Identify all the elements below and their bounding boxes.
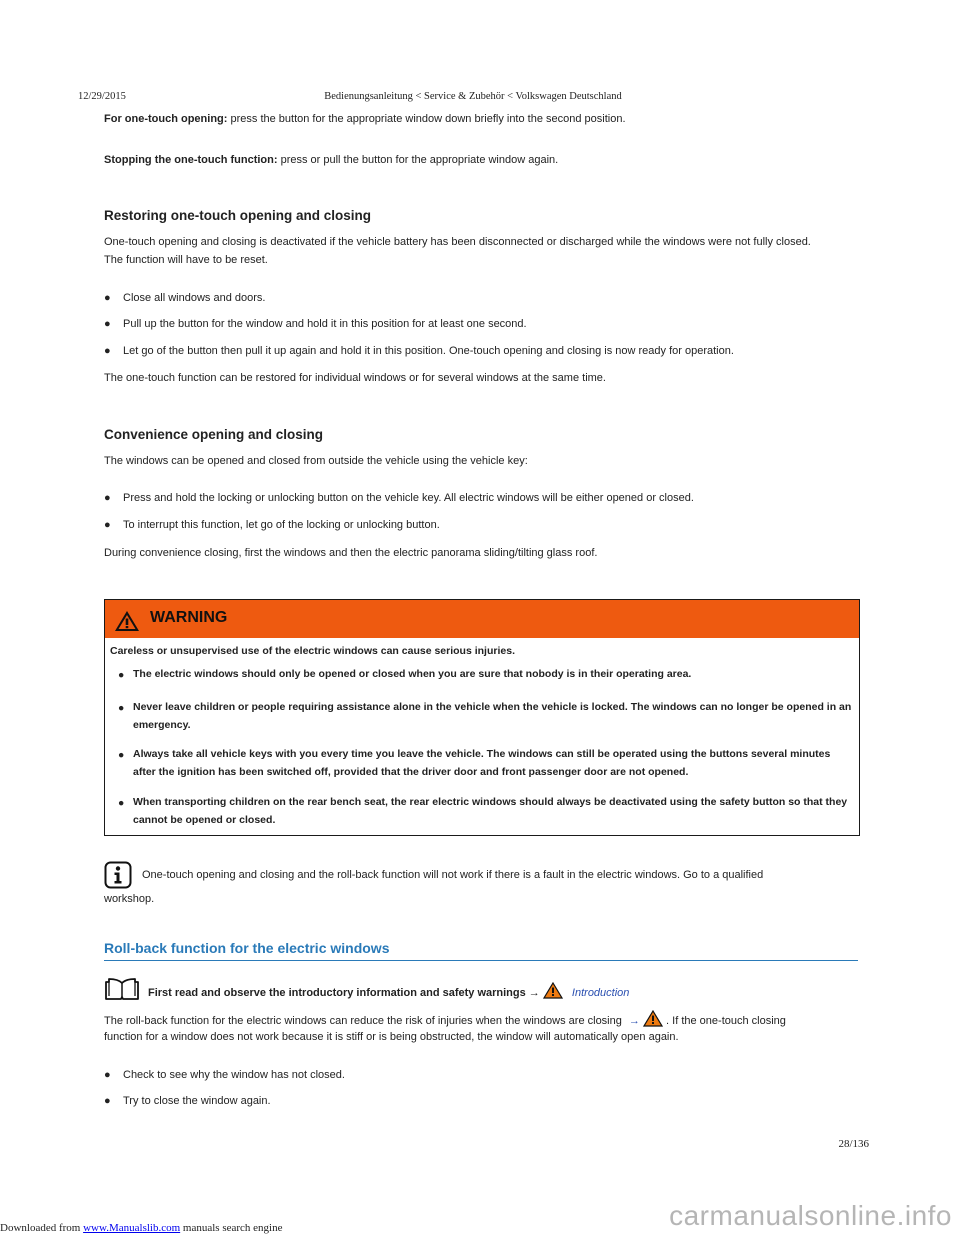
page-number: 28/136	[838, 1138, 869, 1150]
rollback-para-part-a: The roll-back function for the electric windows can reduce the risk of injuries when the windows are closing	[104, 1015, 622, 1027]
rollback-para-line1	[104, 1010, 786, 1030]
rollback-intro	[148, 982, 629, 999]
download-footer	[0, 1222, 282, 1234]
rollback-heading	[104, 940, 858, 961]
restoring-after: The one-touch function can be restored for individual windows or for several windows at the same time.	[104, 372, 606, 384]
restoring-para-line2: The function will have to be reset.	[104, 254, 268, 266]
stopping-text: press or pull the button for the appropriate window again.	[277, 154, 559, 166]
convenience-intro: The windows can be opened and closed from outside the vehicle using the vehicle key:	[104, 455, 528, 467]
rollback-heading-text: Roll-back function for the electric windows	[104, 940, 390, 956]
arrow-right-icon[interactable]: →	[628, 1015, 640, 1027]
manualslib-link[interactable]: www.Manualslib.com	[83, 1222, 181, 1234]
stopping-label: Stopping the one-touch function:	[104, 154, 278, 166]
watermark: carmanualsonline.info	[669, 1200, 952, 1231]
footer-suffix: manuals search engine	[180, 1222, 283, 1234]
arrow-right-icon: →	[528, 987, 540, 999]
header-title: Bedienungsanleitung < Service & Zubehör < Volkswagen Deutschland	[324, 91, 622, 102]
restoring-heading: Restoring one-touch opening and closing	[104, 208, 371, 223]
warning-title-bar	[105, 600, 859, 638]
warning-lead: Careless or unsupervised use of the electric windows can cause serious injuries.	[110, 645, 515, 657]
book-icon	[104, 977, 140, 1001]
info-icon	[104, 861, 132, 889]
warning-triangle-icon[interactable]	[643, 1010, 663, 1027]
convenience-after: During convenience closing, first the windows and then the electric panorama sliding/tilting glass roof.	[104, 547, 598, 559]
warning-triangle-icon	[114, 610, 140, 632]
rollback-para-part-b: . If the one-touch closing	[666, 1015, 786, 1027]
footer-prefix: Downloaded from	[0, 1222, 84, 1234]
one-touch-opening-text: press the button for the appropriate window down briefly into the second position.	[227, 113, 626, 125]
warning-title: WARNING	[150, 609, 228, 626]
info-note-line1: One-touch opening and closing and the roll-back function will not work if there is a fault in the electric windows. Go to a qualified	[142, 869, 764, 881]
restoring-para-line1: One-touch opening and closing is deactivated if the vehicle battery has been disconnected or discharged while the windows were not fully closed.	[104, 236, 811, 248]
one-touch-opening-label: For one-touch opening:	[104, 113, 228, 125]
info-note-line2: workshop.	[104, 893, 155, 905]
header-date: 12/29/2015	[78, 91, 126, 102]
introduction-link[interactable]: Introduction	[571, 987, 630, 999]
rollback-intro-text: First read and observe the introductory information and safety warnings	[148, 987, 526, 999]
one-touch-opening-paragraph	[104, 110, 626, 128]
stopping-paragraph	[104, 151, 558, 169]
page-header	[78, 91, 868, 105]
convenience-heading: Convenience opening and closing	[104, 427, 324, 442]
warning-triangle-icon	[543, 982, 563, 999]
warning-box: WARNING Careless or unsupervised use of the electric windows can cause serious injuries. ● The electric windows should only be opened or closed when you are sure that nobody is in their operating area. ● Never leave children or people requiring assistance alone in the vehicle when the vehicle is locked. The windows can no longer be opened in an emergency. ● Always take all vehicle keys with you every time you leave the vehicle. The windows can still be operated using the buttons several minutes after the ignition has been switched off, provided that the driver door and front passenger door are not opened. ● When transporting children on the rear bench seat, the rear electric windows should always be deactivated using the safety button so that they cannot be opened or closed.	[104, 599, 860, 836]
rollback-para-line2: function for a window does not work because it is stiff or is being obstructed, the window will automatically open again.	[104, 1031, 679, 1043]
